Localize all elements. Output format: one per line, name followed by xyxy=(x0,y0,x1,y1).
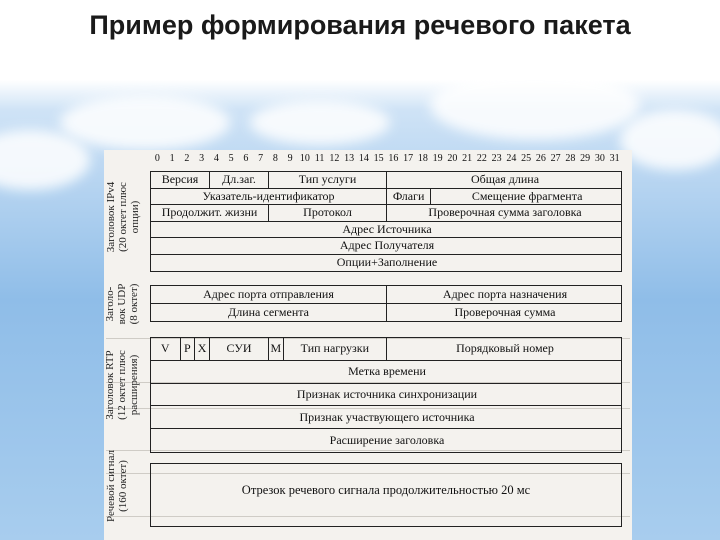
header-field: Признак источника синхронизации xyxy=(296,386,478,401)
cloud xyxy=(250,100,390,145)
header-field: Тип услуги xyxy=(269,172,387,188)
header-row xyxy=(151,406,621,429)
header-field: Версия xyxy=(151,172,210,188)
header-row xyxy=(151,222,621,239)
header-field: Протокол xyxy=(269,205,387,221)
bit-number: 4 xyxy=(213,153,219,164)
header-field: Порядковый номер xyxy=(456,341,554,356)
header-row xyxy=(151,189,621,206)
bit-number: 20 xyxy=(447,153,458,164)
bit-number: 23 xyxy=(491,153,502,164)
bit-number: 29 xyxy=(580,153,591,164)
header-row xyxy=(151,361,621,384)
bit-number: 0 xyxy=(154,153,160,164)
header-field: Флаги xyxy=(387,189,431,205)
header-field: Опции+Заполнение xyxy=(336,255,438,270)
cloud xyxy=(430,70,640,140)
header-field: Адрес Получателя xyxy=(339,238,435,253)
voice-payload-block xyxy=(150,463,622,527)
header-row xyxy=(151,172,621,189)
bit-number: 2 xyxy=(184,153,190,164)
header-field: Метка времени xyxy=(348,364,426,379)
header-field: P xyxy=(181,338,196,360)
bit-number: 16 xyxy=(388,153,399,164)
bit-number: 14 xyxy=(358,153,369,164)
rtp-section-label: Заголовок RTP (12 октет плюс расширения) xyxy=(104,350,140,420)
header-field: Адрес порта назначения xyxy=(442,286,568,301)
bit-number: 25 xyxy=(521,153,532,164)
udp-header-block xyxy=(150,285,622,322)
header-field: Адрес Источника xyxy=(342,221,432,236)
header-field: Длина сегмента xyxy=(151,304,387,322)
udp-section-label: Заголо- вок UDP (8 октет) xyxy=(104,283,140,325)
header-field: Дл.заг. xyxy=(210,172,269,188)
voice-payload-label: Отрезок речевого сигнала продолжительностью 20 мс xyxy=(241,483,531,497)
bit-number: 24 xyxy=(506,153,517,164)
header-row xyxy=(151,205,621,222)
cloud xyxy=(620,110,720,170)
bit-number: 13 xyxy=(344,153,355,164)
bit-number: 18 xyxy=(417,153,428,164)
header-field: Расширение заголовка xyxy=(329,433,445,448)
cloud xyxy=(60,95,230,150)
header-row xyxy=(151,255,621,272)
header-row xyxy=(151,286,621,304)
bit-number: 19 xyxy=(432,153,443,164)
bit-number: 17 xyxy=(403,153,414,164)
bit-number: 31 xyxy=(609,153,620,164)
header-field: M xyxy=(269,338,284,360)
header-field: X xyxy=(195,338,210,360)
header-field: Проверочная сумма xyxy=(454,304,556,319)
bit-number: 11 xyxy=(314,153,325,164)
bit-number: 26 xyxy=(535,153,546,164)
header-field: Тип нагрузки xyxy=(284,338,387,360)
header-row xyxy=(151,429,621,452)
ipv4-header-block xyxy=(150,171,622,272)
slide-title: Пример формирования речевого пакета xyxy=(89,10,631,40)
header-field: Адрес порта отправления xyxy=(151,286,387,303)
bit-number: 12 xyxy=(329,153,340,164)
header-field: Смещение фрагмента xyxy=(471,188,583,203)
bit-number: 28 xyxy=(565,153,576,164)
bit-number: 10 xyxy=(299,153,310,164)
ipv4-section-label: Заголовок IPv4 (20 октет плюс опции) xyxy=(105,181,141,253)
header-field: V xyxy=(151,338,181,360)
header-field: СУИ xyxy=(210,338,269,360)
bit-number: 7 xyxy=(258,153,264,164)
bit-number: 22 xyxy=(476,153,487,164)
bit-number: 8 xyxy=(272,153,278,164)
header-field: Общая длина xyxy=(470,172,540,187)
bit-number: 5 xyxy=(228,153,234,164)
bit-number: 15 xyxy=(373,153,384,164)
header-field: Указатель-идентификатор xyxy=(151,189,387,205)
rtp-header-block xyxy=(150,337,622,453)
header-field: Продолжит. жизни xyxy=(151,205,269,221)
header-row xyxy=(151,238,621,255)
header-row xyxy=(151,304,621,322)
bit-number: 21 xyxy=(462,153,473,164)
bit-number: 1 xyxy=(169,153,175,164)
bit-number: 9 xyxy=(287,153,293,164)
header-row xyxy=(151,384,621,407)
bit-number: 30 xyxy=(594,153,605,164)
header-field: Проверочная сумма заголовка xyxy=(428,205,582,220)
bit-number: 3 xyxy=(199,153,205,164)
bit-number: 27 xyxy=(550,153,561,164)
header-row xyxy=(151,338,621,361)
header-field: Признак участвующего источника xyxy=(299,409,475,424)
voice-section-label: Речевой сигнал (160 октет) xyxy=(105,450,129,522)
bit-number: 6 xyxy=(243,153,249,164)
bit-number-scale xyxy=(150,153,622,165)
